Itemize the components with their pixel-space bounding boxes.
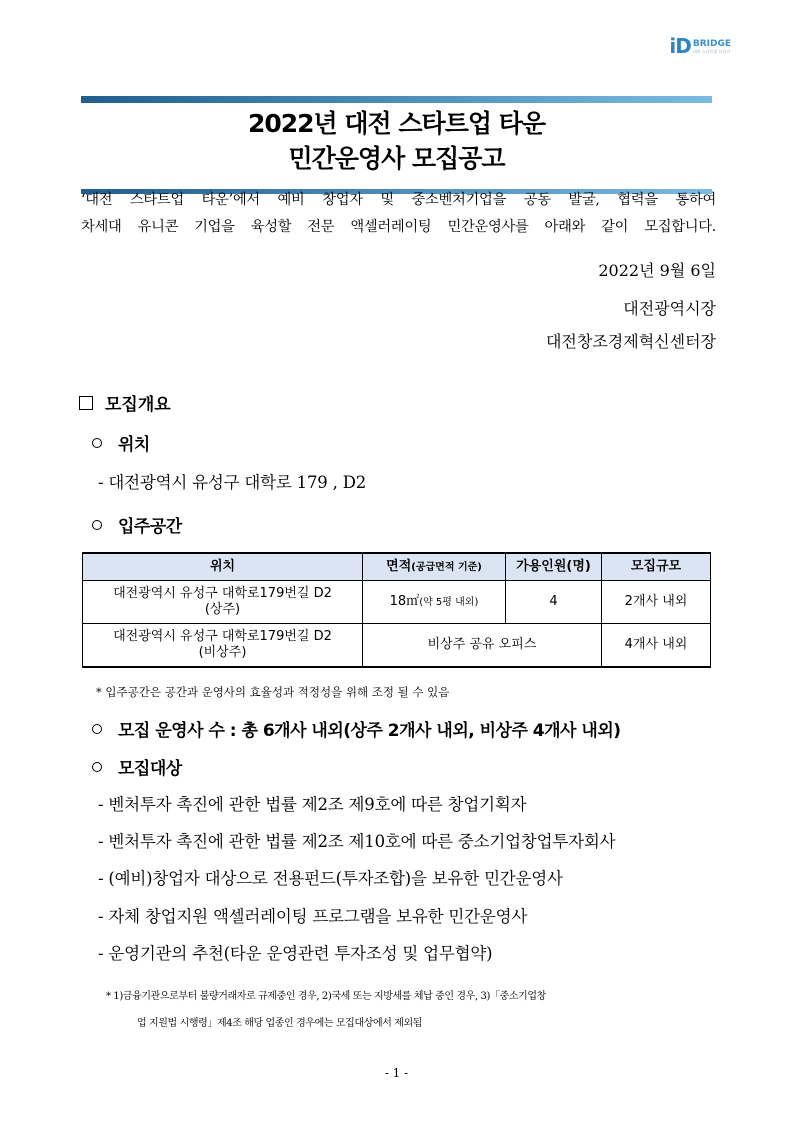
target-footnote-line-1: * 1)금융기관으로부터 불량거래자로 규제중인 경우, 2)국세 또는 지방세를 체납 중인 경우, 3)「중소기업창 — [106, 991, 546, 1002]
circle-bullet-icon — [92, 520, 102, 530]
table-note: * 입주공간은 공간과 운영사의 효율성과 적정성을 위해 조정 될 수 있음 — [96, 685, 450, 699]
header-area-main: 면적 — [386, 558, 412, 574]
space-table — [82, 552, 711, 668]
cell-location — [83, 581, 363, 624]
logo-textbox — [693, 39, 731, 55]
cell-capacity: 4 — [506, 581, 602, 624]
logo-mark: iD — [669, 34, 691, 58]
targets-heading-text: 모집대상 — [118, 759, 182, 779]
logo-text: BRIDGE — [692, 39, 731, 49]
space-heading — [92, 512, 182, 537]
cell-location-type: (비상주) — [198, 645, 247, 660]
target-item: - 자체 창업지원 액셀러레이팅 프로그램을 보유한 민간운영사 — [98, 907, 528, 926]
intro-line-2: 차세대 유니콘 기업을 육성할 전문 액셀러레이팅 민간운영사를 아래와 같이 모집합니다. — [81, 219, 716, 235]
target-item: - (예비)창업자 대상으로 전용펀드(투자조합)을 보유한 민간운영사 — [98, 869, 563, 888]
title-line-1: 2022년 대전 스타트업 타운 — [247, 109, 546, 138]
issuer-mayor: 대전광역시장 — [623, 299, 716, 318]
cell-location-line: 대전광역시 유성구 대학로179번길 D2 — [113, 629, 332, 644]
header-area-note: (공급면적 기준) — [411, 561, 482, 573]
circle-bullet-icon — [92, 762, 102, 772]
section-title: 모집개요 — [105, 395, 171, 415]
header-location: 위치 — [83, 553, 363, 581]
cell-location — [83, 624, 363, 668]
cell-area-main: 18㎡ — [389, 593, 420, 609]
cell-location-type: (상주) — [204, 602, 241, 617]
cell-location-line: 대전광역시 유성구 대학로179번길 D2 — [113, 586, 332, 601]
issuer-center: 대전창조경제혁신센터장 — [545, 332, 716, 351]
target-item: - 벤처투자 촉진에 관한 법률 제2조 제9호에 따른 창업기획자 — [98, 795, 527, 814]
logo-subtext: 대전 스타트업 브리지 — [692, 49, 731, 54]
target-item: - 벤처투자 촉진에 관한 법률 제2조 제10호에 따른 중소기업창업투자회사 — [98, 832, 616, 851]
space-heading-text: 입주공간 — [118, 517, 182, 537]
table-row — [83, 581, 711, 624]
location-address: - 대전광역시 유성구 대학로 179 , D2 — [98, 473, 367, 492]
target-item: - 운영기관의 추천(타운 운영관련 투자조성 및 업무협약) — [98, 944, 493, 963]
square-bullet-icon — [79, 396, 93, 410]
cell-area — [363, 581, 506, 624]
page-number: - 1 - — [384, 1066, 409, 1080]
intro-line-1: ‘대전 스타트업 타운’에서 예비 창업자 및 중소벤처기업을 공동 발굴, 협력을 통하여 — [81, 192, 716, 208]
title-top-bar — [81, 96, 712, 103]
header-area — [363, 553, 506, 581]
section-heading — [79, 390, 171, 415]
location-heading-text: 위치 — [118, 435, 150, 455]
title-line-2: 민간운영사 모집공고 — [288, 144, 505, 173]
notice-date: 2022년 9월 6일 — [598, 261, 716, 280]
target-footnote-line-2: 업 지원법 시행령」제4조 해당 업종인 경우에는 모집대상에서 제외됨 — [137, 1018, 423, 1029]
location-heading — [92, 430, 150, 455]
table-header-row — [83, 553, 711, 581]
count-heading — [92, 716, 621, 741]
circle-bullet-icon — [92, 438, 102, 448]
table-row — [83, 624, 711, 668]
cell-area-merged: 비상주 공유 오피스 — [363, 624, 602, 668]
bridge-logo — [669, 36, 731, 56]
header-scale: 모집규모 — [602, 553, 711, 581]
cell-scale: 2개사 내외 — [602, 581, 711, 624]
count-heading-text: 모집 운영사 수 : 총 6개사 내외(상주 2개사 내외, 비상주 4개사 내외) — [118, 721, 621, 741]
cell-area-note: (약 5평 내외) — [419, 596, 479, 608]
circle-bullet-icon — [92, 724, 102, 734]
cell-scale: 4개사 내외 — [602, 624, 711, 668]
header-capacity: 가용인원(명) — [506, 553, 602, 581]
targets-heading — [92, 754, 182, 779]
